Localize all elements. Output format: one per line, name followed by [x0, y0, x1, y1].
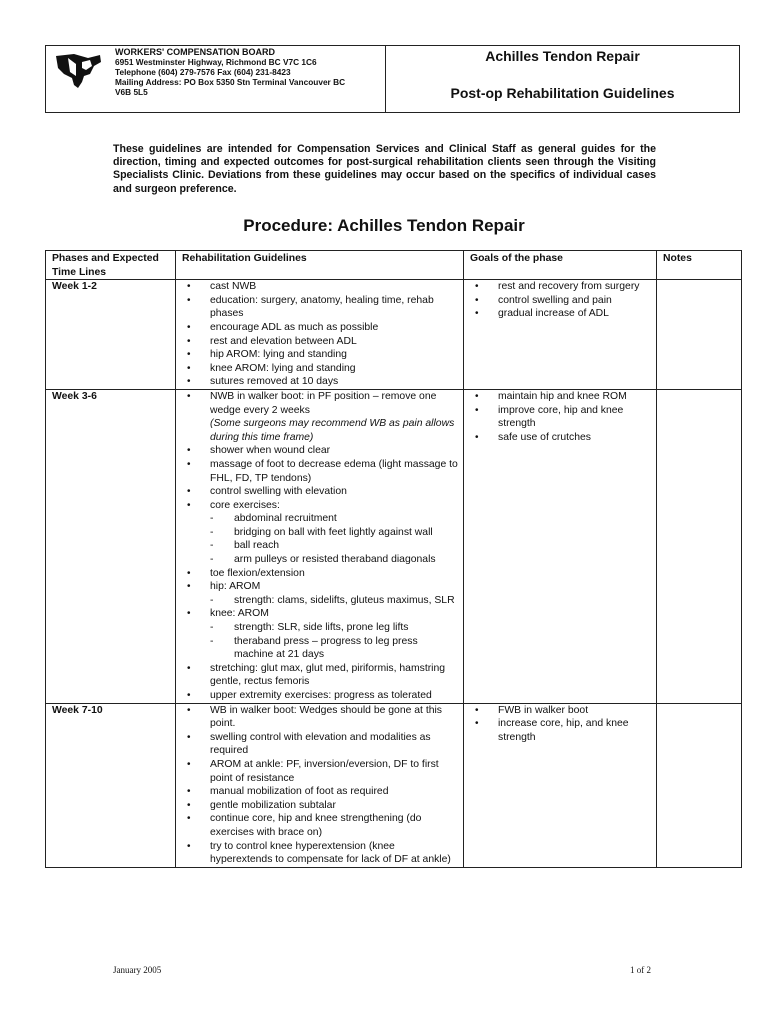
notes-cell — [657, 280, 742, 390]
list-item-text: knee: AROM — [210, 608, 269, 620]
header-guidelines: Rehabilitation Guidelines — [176, 251, 464, 280]
list-item: • shower when wound clear — [182, 444, 458, 458]
goals-cell — [464, 389, 657, 703]
list-item: • stretching: glut max, glut med, piriformis, hamstring gentle, rectus femoris — [182, 662, 458, 689]
list-item — [182, 499, 458, 567]
list-item: • rest and elevation between ADL — [182, 335, 458, 349]
sub-list-item: - bridging on ball with feet lightly against wall — [210, 526, 458, 540]
list-item: • cast NWB — [182, 280, 458, 294]
list-item: • upper extremity exercises: progress as tolerated — [182, 689, 458, 703]
list-item: • maintain hip and knee ROM — [470, 390, 651, 404]
list-item: • massage of foot to decrease edema (light massage to FHL, FD, TP tendons) — [182, 458, 458, 485]
list-item: • increase core, hip, and knee strength — [470, 717, 651, 744]
list-item: • encourage ADL as much as possible — [182, 321, 458, 335]
list-item: • gradual increase of ADL — [470, 307, 651, 321]
org-mailing-line2: V6B 5L5 — [115, 87, 148, 97]
guidelines-cell — [176, 389, 464, 703]
list-item: • WB in walker boot: Wedges should be gone at this point. — [182, 704, 458, 731]
organization-block — [46, 46, 386, 112]
table-row — [46, 280, 742, 390]
footer-date: January 2005 — [113, 965, 162, 975]
list-item: • education: surgery, anatomy, healing time, rehab phases — [182, 294, 458, 321]
list-item: • toe flexion/extension — [182, 567, 458, 581]
goals-cell — [464, 703, 657, 867]
table-row — [46, 389, 742, 703]
list-item: • sutures removed at 10 days — [182, 375, 458, 389]
rehab-table — [45, 250, 742, 868]
goals-cell — [464, 280, 657, 390]
surgeon-note: (Some surgeons may recommend WB as pain allows during this time frame) — [210, 418, 455, 443]
list-item: • rest and recovery from surgery — [470, 280, 651, 294]
list-item — [182, 390, 458, 444]
list-item: • try to control knee hyperextension (knee hyperextends to compensate for lack of DF at ankle) — [182, 840, 458, 867]
table-row — [46, 703, 742, 867]
header-goals: Goals of the phase — [464, 251, 657, 280]
sub-list-item: - ball reach — [210, 539, 458, 553]
table-header-row — [46, 251, 742, 280]
list-item: • knee AROM: lying and standing — [182, 362, 458, 376]
organization-info — [115, 47, 345, 97]
list-item: • improve core, hip and knee strength — [470, 404, 651, 431]
list-item: • control swelling and pain — [470, 294, 651, 308]
document-subtitle: Post-op Rehabilitation Guidelines — [450, 85, 675, 101]
list-item: • swelling control with elevation and modalities as required — [182, 731, 458, 758]
list-item: • safe use of crutches — [470, 431, 651, 445]
document-title: Achilles Tendon Repair — [485, 48, 640, 64]
list-item: • AROM at ankle: PF, inversion/eversion, DF to first point of resistance — [182, 758, 458, 785]
list-item: • hip AROM: lying and standing — [182, 348, 458, 362]
notes-cell — [657, 703, 742, 867]
list-item: • continue core, hip and knee strengthening (do exercises with brace on) — [182, 812, 458, 839]
notes-cell — [657, 389, 742, 703]
list-item: • FWB in walker boot — [470, 704, 651, 718]
org-address: 6951 Westminster Highway, Richmond BC V7C 1C6 — [115, 57, 317, 67]
list-item: • control swelling with elevation — [182, 485, 458, 499]
title-block — [386, 46, 739, 112]
sub-list-item: - theraband press – progress to leg press machine at 21 days — [210, 635, 458, 662]
sub-list-item: - strength: SLR, side lifts, prone leg lifts — [210, 621, 458, 635]
document-header — [45, 45, 740, 113]
org-mailing-line1: Mailing Address: PO Box 5350 Stn Terminal Vancouver BC — [115, 77, 346, 87]
sub-list-item: - strength: clams, sidelifts, gluteus maximus, SLR — [210, 594, 458, 608]
header-notes: Notes — [657, 251, 742, 280]
footer-page-number: 1 of 2 — [630, 965, 651, 975]
list-item-text: hip: AROM — [210, 581, 261, 593]
org-phone: Telephone (604) 279-7576 Fax (604) 231-8423 — [115, 67, 291, 77]
sub-list-item: - abdominal recruitment — [210, 512, 458, 526]
guidelines-cell — [176, 280, 464, 390]
wcb-logo-icon — [54, 52, 104, 90]
procedure-heading: Procedure: Achilles Tendon Repair — [243, 216, 525, 235]
list-item — [182, 580, 458, 607]
org-name: WORKERS' COMPENSATION BOARD — [115, 47, 275, 57]
intro-paragraph: These guidelines are intended for Compensation Services and Clinical Staff as general guides for the direction, timing and expected outcomes for post-surgical rehabilitation clients seen through the Visiting Specialists Clinic. Deviations from these guidelines may occur based on the specifics of individual cases and surgeon preference. — [113, 143, 656, 195]
list-item: • gentle mobilization subtalar — [182, 799, 458, 813]
list-item: • manual mobilization of foot as required — [182, 785, 458, 799]
phase-cell: Week 7-10 — [46, 703, 176, 867]
list-item — [182, 607, 458, 661]
sub-list-item: - arm pulleys or resisted theraband diagonals — [210, 553, 458, 567]
guidelines-cell — [176, 703, 464, 867]
list-item-text: NWB in walker boot: in PF position – remove one wedge every 2 weeks — [210, 390, 437, 416]
phase-cell: Week 3-6 — [46, 389, 176, 703]
header-phases: Phases and Expected Time Lines — [46, 251, 176, 280]
list-item-text: core exercises: — [210, 499, 280, 511]
phase-cell: Week 1-2 — [46, 280, 176, 390]
